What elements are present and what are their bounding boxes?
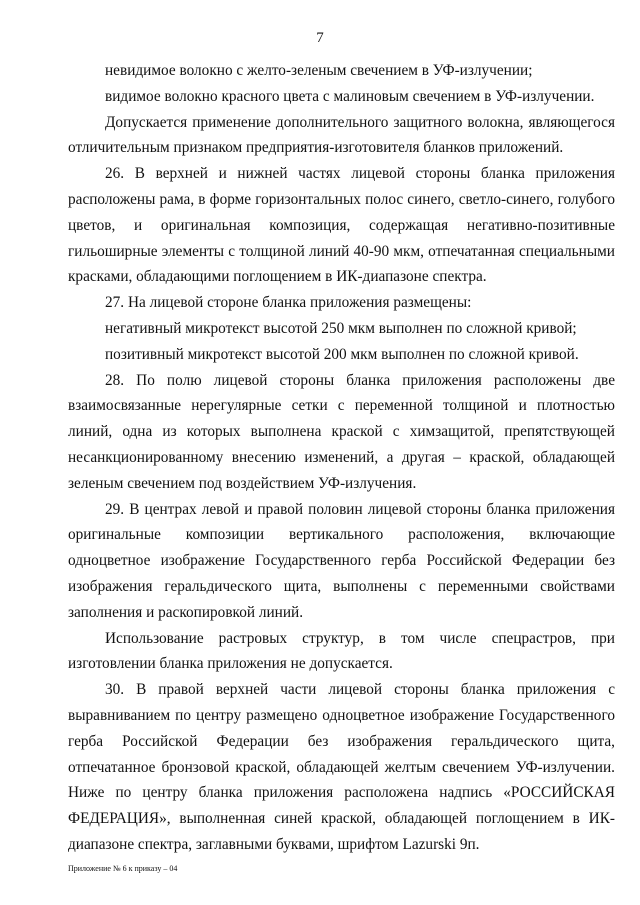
paragraph-26: 26. В верхней и нижней частях лицевой стороны бланка приложения расположены рама, в форме горизонтальных полос синего, светло-синего, голубого цветов, и оригинальная композиция, содержащая негативно-позитивные гильоширные элементы с толщиной линий 40-90 мкм, отпечатанная специальными красками, обладающими поглощением в ИК-диапазоне спектра. — [68, 165, 615, 286]
paragraph-fiber-red: видимое волокно красного цвета с малиновым свечением в УФ-излучении. — [105, 87, 595, 105]
paragraph-29: 29. В центрах левой и правой половин лицевой стороны бланка приложения оригинальные композиции вертикального расположения, включающие одноцветное изображение Государственного герба Российской Федерации без изображения геральдического щита, выполнены с переменными свойствами заполнения и раскопировкой линий. — [68, 500, 615, 621]
paragraph-additional-fiber: Допускается применение дополнительного защитного волокна, являющегося отличительным признаком предприятия-изготовителя бланков приложений. — [68, 113, 615, 157]
paragraph-negative-microtext: негативный микротекст высотой 250 мкм выполнен по сложной кривой; — [105, 319, 577, 337]
footer-note: Приложение № 6 к приказу – 04 — [68, 864, 178, 873]
paragraph-30: 30. В правой верхней части лицевой стороны бланка приложения с выравниванием по центру размещено одноцветное изображение Государственного герба Российской Федерации без изображения геральдического щита, отпечатанное бронзовой краской, обладающей желтым свечением УФ-излучении. Ниже по центру бланка приложения расположена надпись «РОССИЙСКАЯ ФЕДЕРАЦИЯ», выполненная синей краской, обладающей поглощением в ИК-диапазоне спектра, заглавными буквами, шрифтом Lazurski 9п. — [68, 681, 615, 853]
paragraph-27: 27. На лицевой стороне бланка приложения размещены: — [105, 294, 472, 312]
page-number: 7 — [316, 30, 324, 46]
paragraph-positive-microtext: позитивный микротекст высотой 200 мкм выполнен по сложной кривой. — [105, 345, 579, 363]
paragraph-28: 28. По полю лицевой стороны бланка приложения расположены две взаимосвязанные нерегулярные сетки с переменной толщиной и плотностью линий, одна из которых выполнена краской с химзащитой, препятствующей несанкционированному внесению изменений, а другая – краской, обладающей зеленым свечением под воздействием УФ-излучения. — [68, 371, 615, 492]
document-body — [68, 58, 615, 858]
paragraph-raster-structures: Использование растровых структур, в том числе спецрастров, при изготовлении бланка приложения не допускается. — [68, 629, 615, 673]
paragraph-fiber-yellow-green: невидимое волокно с желто-зеленым свечением в УФ-излучении; — [105, 62, 533, 79]
